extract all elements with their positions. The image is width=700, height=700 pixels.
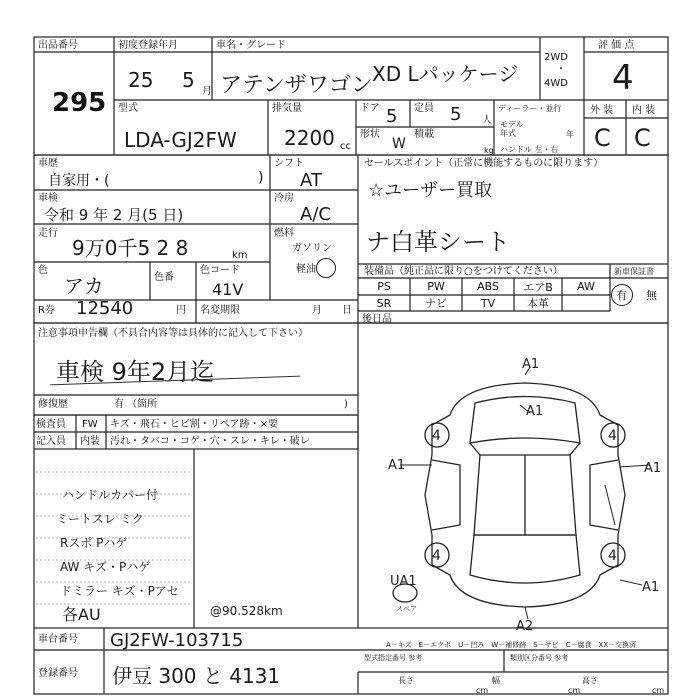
fuel-diesel: 軽油 (296, 264, 316, 275)
color-code-label: 色コード (200, 265, 240, 276)
displacement-value: 2200 (284, 126, 335, 150)
drive-dot: ・ (556, 64, 566, 75)
history-label: 車歴 (38, 158, 58, 169)
reg-value: 伊豆 300 と 4131 (112, 664, 281, 688)
inspector-label: 検査員 (36, 419, 66, 430)
mark-a1-roof: A1 (522, 357, 540, 372)
equip-leather: 本革 (527, 297, 549, 310)
warranty-label: 新車保証書 (614, 267, 654, 276)
first-reg-month: 5 (182, 68, 195, 92)
shaken-value: 令和 9 年 2 月(5 日) (44, 206, 184, 224)
model-value: LDA-GJ2FW (124, 128, 237, 152)
classification-label: 類別区分番号 参考 (510, 654, 569, 662)
shape-label: 形状 (360, 129, 380, 140)
shape-value: W (392, 136, 406, 152)
aftermarket-label: 後日品 (362, 314, 392, 325)
odometer-note: @90.528km (210, 604, 283, 618)
color-no-label: 色番 (154, 272, 174, 283)
day-label: 日 (342, 305, 352, 316)
month-suffix: 月 (202, 86, 212, 97)
equip-sr: SR (376, 296, 392, 310)
damage-legend: A－キズ E－エクボ U－凹み W－補修跡 S－サビ C－腐食 XX－交換済 (386, 641, 637, 649)
remark-1: ハンドルカバー付 (62, 488, 159, 502)
remark-4: AW キズ・Pハゲ (60, 560, 151, 574)
dealer-label: ディーラー・並行 (498, 104, 562, 113)
persons-unit: 人 (482, 115, 492, 126)
score-value: 4 (612, 58, 634, 98)
doors-value: 5 (386, 106, 398, 127)
exterior-grade: C (594, 124, 611, 152)
car-name-label: 車名・グレード (216, 40, 286, 51)
inspector-nai: 内装 (80, 436, 100, 447)
km-unit: km (232, 250, 248, 261)
warranty-circle-mark (611, 284, 633, 306)
reg-label: 登録番号 (38, 668, 78, 679)
equip-aw: AW (577, 280, 595, 293)
mileage-label: 走行 (38, 228, 58, 239)
equip-abs: ABS (477, 280, 499, 293)
inspector-fw: FW (82, 419, 98, 430)
equip-ps: PS (377, 280, 391, 293)
fuel-value: ガソリン (292, 243, 332, 254)
car-name: アテンザワゴン (220, 73, 373, 98)
notes-label: 注意事項申告欄（不具合内容等は具体的に記入して下さい） (38, 328, 308, 339)
wheel-score-rr: 4 (608, 548, 617, 564)
designation-label: 型式指定番号 参考 (364, 654, 423, 662)
remark-2: ミートスレ ミク (56, 512, 144, 526)
width-label: 幅 (492, 676, 500, 685)
mileage-value: 9万0千5 2 8 (72, 236, 189, 260)
height-label: 高さ (582, 676, 598, 685)
fuel-label: 燃料 (274, 228, 294, 239)
capacity-label: 定員 (414, 103, 434, 114)
history-close: ) (258, 170, 264, 186)
capacity-value: 5 (450, 104, 462, 125)
remark-5: ドミラー キズ・Pアセ (60, 584, 179, 598)
cc-unit: cc (340, 141, 351, 152)
history-value: 自家用・( (48, 173, 110, 189)
ac-label: 冷房 (274, 193, 294, 204)
spare-label: スペア (396, 605, 417, 613)
exterior-label: 外 装 (590, 105, 614, 116)
ac-value: A/C (300, 204, 331, 225)
handle-label: ハンドル 左・右 (500, 145, 559, 154)
shift-value: AT (300, 170, 322, 191)
first-reg-label: 初度登録年月 (118, 40, 178, 51)
inspector-row-1: キズ・飛石・ヒビ割・リペア跡・×要 (110, 419, 278, 430)
equip-tv: TV (480, 296, 496, 310)
height-cm: cm (652, 686, 665, 695)
car-damage-diagram (380, 355, 670, 630)
color-code: 41V (212, 280, 244, 299)
warranty-yes: 有 (616, 289, 627, 302)
drive-2wd: 2WD (544, 52, 568, 63)
mark-a1-hood: A1 (526, 404, 544, 419)
fuel-circle-mark (316, 258, 336, 278)
load-label: 積載 (414, 129, 434, 140)
inspector-row-2: 汚れ・タバコ・コゲ・穴・スレ・キレ・破レ (110, 436, 310, 447)
model-label: 型式 (118, 103, 138, 114)
lot-number: 295 (52, 88, 107, 118)
drive-4wd: 4WD (544, 78, 568, 89)
shift-label: シフト (274, 158, 304, 169)
remark-6: 各AU (62, 605, 101, 624)
chassis-value: GJ2FW-103715 (110, 630, 244, 651)
remark-3: Rスポ Pハゲ (60, 536, 128, 550)
notes-handwritten: 車検 9年2月迄 (56, 358, 215, 386)
year-suffix: 年 (566, 130, 574, 139)
wheel-score-fr: 4 (608, 428, 617, 444)
repair-value: 有 （箇所 (114, 399, 158, 410)
sales-line-2: ナ白革シート (366, 228, 510, 256)
equip-airbag: エアB (523, 280, 553, 294)
mark-a2-rear: A2 (516, 619, 534, 630)
month-label: 月 (312, 305, 322, 316)
sales-line-1: ☆ユーザー買取 (368, 180, 493, 201)
model-year-label: モデル 年式 (500, 120, 524, 138)
sales-label: セールスポイント（正常に機能するものに限ります） (364, 158, 604, 169)
interior-label: 内 装 (632, 105, 656, 116)
yen-unit: 円 (176, 305, 186, 316)
mark-a1-right: A1 (644, 461, 662, 476)
width-cm: cm (568, 686, 581, 695)
recycle-value: 12540 (76, 298, 134, 319)
recorder-label: 記入員 (36, 436, 66, 447)
mark-a1-left: A1 (388, 458, 406, 473)
equipment-label: 装備品（純正品に限り○をつけてください） (364, 266, 563, 277)
displacement-label: 排気量 (272, 103, 302, 114)
kg-unit: kg (484, 146, 494, 155)
length-label: 長さ (398, 676, 414, 685)
wheel-score-rl: 4 (432, 548, 441, 564)
mark-a1-rear-right: A1 (642, 580, 660, 595)
score-label: 評 価 点 (598, 40, 635, 51)
repair-label: 修復歴 (38, 399, 68, 410)
first-reg-year: 25 (128, 68, 154, 92)
wheel-score-fl: 4 (432, 428, 441, 444)
chassis-label: 車台番号 (38, 634, 78, 645)
lot-label: 出品番号 (38, 40, 78, 51)
color-label: 色 (38, 265, 48, 276)
repair-close: ) (344, 399, 348, 410)
mark-ua1-spare: UA1 (390, 574, 417, 589)
length-cm: cm (476, 686, 489, 695)
color-value: アカ (64, 274, 104, 298)
recycle-label: R券 (38, 305, 55, 316)
name-change-label: 名変期限 (200, 305, 240, 316)
shaken-label: 車検 (38, 193, 58, 204)
interior-grade: C (634, 124, 651, 152)
equip-navi: ナビ (425, 297, 447, 310)
grade: XD Lパッケージ (372, 62, 519, 86)
doors-label: ドア (360, 103, 380, 114)
warranty-no: 無 (646, 289, 657, 302)
equip-pw: PW (427, 280, 445, 293)
